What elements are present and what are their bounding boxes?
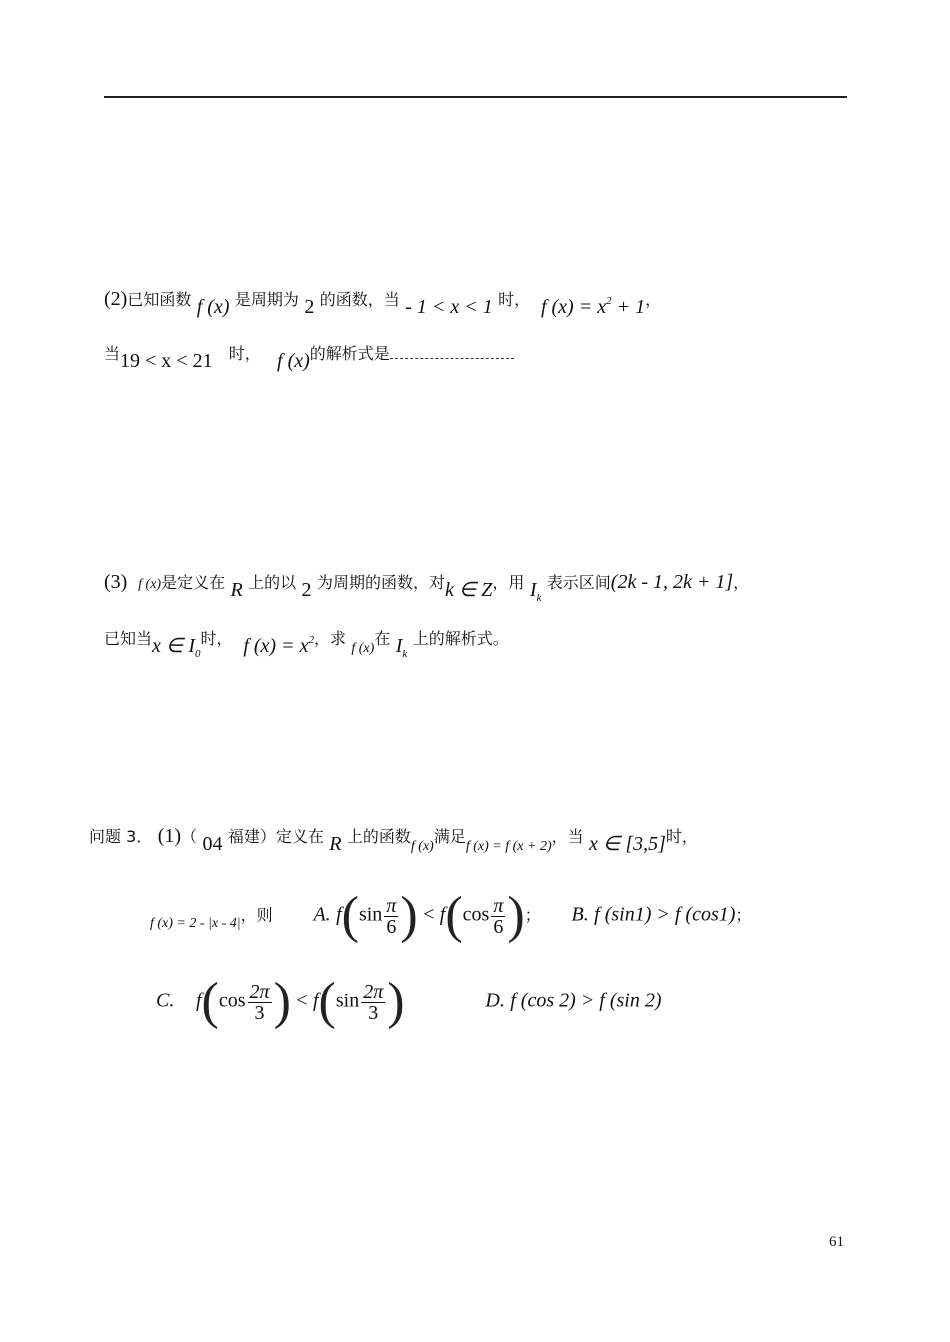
math-domain: x ∈ [3,5]: [589, 833, 666, 855]
text: 是周期为: [234, 290, 299, 309]
text: 已知当: [104, 629, 153, 648]
problem-2-line-2: [104, 343, 514, 372]
math-periodicity: f (x) = f (x + 2): [465, 839, 552, 854]
fraction: $\frac{\pi}{6}$: [493, 894, 504, 938]
text: 的解析式是: [309, 344, 390, 363]
text: 在: [374, 629, 391, 648]
text: 时，: [498, 290, 531, 309]
math-fx: f (x): [138, 577, 162, 592]
text: 上的解析式。: [412, 629, 509, 648]
header-rule: [104, 96, 847, 98]
option-c-label: C.: [156, 989, 175, 1012]
text: 表示区间: [546, 573, 611, 592]
math-I-k: $I_k$: [529, 579, 542, 604]
math-condition: 19 < x < 21: [120, 350, 213, 372]
text: 是定义在: [161, 573, 226, 592]
math-R: R: [230, 579, 243, 601]
math-x-in-I0: x ∈ $I_0$: [152, 635, 201, 660]
text: 的函数，当: [319, 290, 400, 309]
question-3-line-3: C. f(cos $\frac{2\pi}{3}$ ) < f(sin $\frac{2\pi}{3}$ ) D. f (cos 2) > f (sin 2): [156, 973, 662, 1030]
text: 满足: [433, 827, 466, 846]
text: ，当: [551, 827, 584, 846]
math-fx: f (x): [277, 350, 310, 372]
text: 时，: [228, 344, 261, 363]
math-fx: f (x): [196, 296, 230, 318]
source-text: 福建）定义在: [227, 827, 324, 846]
option-d-expression: f (cos 2) > f (sin 2): [510, 989, 662, 1012]
question-3-line-1: 问题 3． (1)（ 04 福建）定义在 R 上的函数$_{f (x)}$满足$_{f (x) = f (x + 2)}$，当 x ∈ [3,5]时，: [89, 825, 698, 855]
math-interval: (2k - 1, 2k + 1]: [610, 571, 734, 593]
question-3-line-2: $_{f (x) = 2 - |x - 4|}$，则 A. f(sin $\frac{\pi}{6}$ ) < f(cos $\frac{\pi}{6}$ )； B. f (sin1) > f (cos1)；: [150, 887, 752, 944]
math-definition: f (x) = 2 - |x - 4|: [150, 915, 241, 931]
option-b-expression: f (sin1) > f (cos1): [594, 903, 736, 926]
problem-3-line-1: (3) f (x)是定义在 R 上的以 2 为周期的函数，对k ∈ Z，用 $I_k$ 表示区间(2k - 1, 2k + 1]，: [104, 571, 750, 604]
math-period: 2: [301, 579, 312, 601]
fraction: $\frac{\pi}{6}$: [386, 894, 397, 938]
fraction: $\frac{2\pi}{3}$: [363, 980, 384, 1024]
fraction: $\frac{2\pi}{3}$: [249, 980, 270, 1024]
text: ，求: [313, 629, 346, 648]
math-R: R: [329, 833, 342, 855]
text: 时，: [665, 827, 698, 846]
math-fx: f (x): [351, 641, 375, 656]
problem-2-line-1: (2)已知函数 f (x) 是周期为 2 的函数，当 - 1 < x < 1 时， f $(x) = x^2 + 1$，: [104, 288, 662, 318]
option-b-label: B.: [571, 903, 589, 926]
text: 当: [104, 344, 121, 363]
text: 时，: [200, 629, 233, 648]
problem-3-label: (3): [104, 571, 128, 593]
math-equation: f $(x) = x^2$: [243, 634, 314, 657]
math-equation: f $(x) = x^2 + 1$: [540, 295, 646, 318]
text: 为周期的函数，对: [316, 573, 445, 592]
answer-blank: [390, 358, 514, 359]
page-number: 61: [829, 1234, 844, 1250]
text: 已知函数: [127, 290, 192, 309]
math-period: 2: [304, 296, 315, 318]
problem-3-line-2: [104, 627, 509, 660]
math-condition: - 1 < x < 1: [405, 296, 493, 318]
source-year: 04: [202, 833, 223, 855]
text: ，则: [240, 905, 273, 925]
text: 上的函数: [346, 827, 411, 846]
text: 上的以: [248, 573, 297, 592]
math-I-k: $I_k$: [395, 635, 408, 660]
problem-2-label: (2): [104, 288, 128, 310]
question-3-label: 问题 3．: [89, 827, 153, 846]
option-d-label: D.: [485, 989, 505, 1012]
math-k-in-Z: k ∈ Z: [444, 579, 493, 601]
math-fx: f (x): [410, 839, 434, 854]
question-3-number: (1): [157, 825, 182, 847]
option-a-label: A.: [313, 903, 331, 926]
text: ，用: [492, 573, 525, 592]
